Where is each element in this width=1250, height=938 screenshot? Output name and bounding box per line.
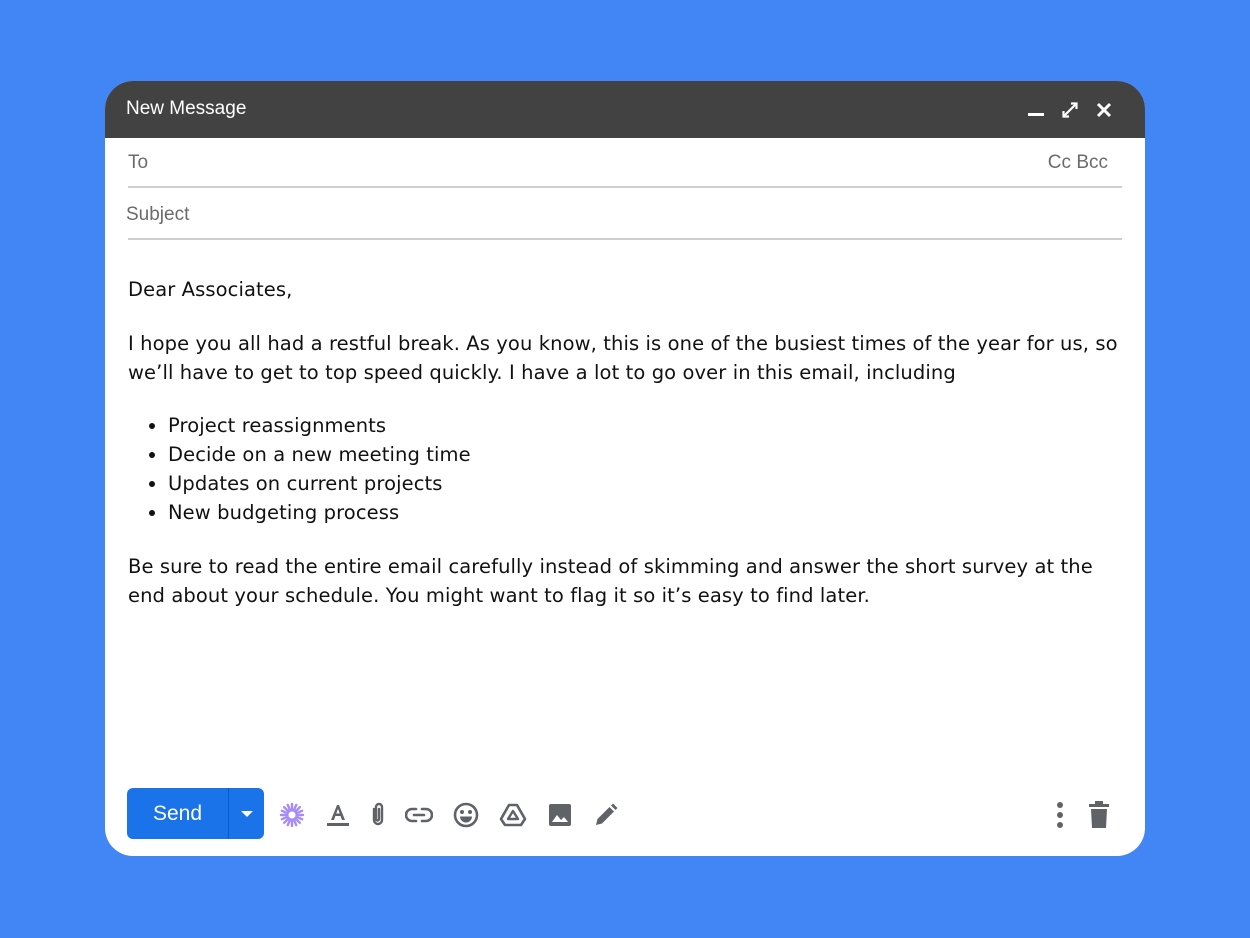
cc-link[interactable]: Cc	[1047, 152, 1072, 173]
link-icon	[405, 802, 433, 828]
insert-photo-button[interactable]	[545, 800, 575, 830]
list-item: • Decide on a new meeting time	[168, 440, 1123, 469]
send-button[interactable]: Send	[127, 788, 228, 839]
sparkle-icon	[279, 802, 305, 828]
insert-signature-button[interactable]	[591, 800, 621, 830]
insert-emoji-button[interactable]	[451, 800, 481, 830]
compose-window	[105, 81, 1145, 856]
message-body[interactable]	[128, 275, 1123, 610]
to-input[interactable]	[168, 146, 1032, 178]
attach-files-button[interactable]	[363, 800, 393, 830]
compose-toolbar	[105, 788, 1145, 840]
bullet-list	[128, 411, 1123, 527]
formatting-options-button[interactable]	[323, 800, 353, 830]
list-item: • Project reassignments	[168, 411, 1123, 440]
close-button[interactable]	[1093, 97, 1115, 123]
trash-icon	[1088, 801, 1110, 829]
window-title: New Message	[126, 98, 247, 119]
compose-titlebar[interactable]	[105, 81, 1145, 138]
greeting-text: Dear Associates,	[128, 278, 293, 301]
body-paragraph-1: I hope you all had a restful break. As you know, this is one of the busiest times of the year for us, so we’ll have to get to top speed quickly. I have a lot to go over in this email, including	[128, 332, 1118, 384]
discard-draft-button[interactable]	[1084, 800, 1114, 830]
drive-icon	[499, 801, 527, 829]
more-options-button[interactable]	[1045, 800, 1075, 830]
to-label: To	[128, 152, 149, 173]
minimize-button[interactable]	[1025, 97, 1047, 123]
to-field	[128, 138, 1122, 188]
emoji-icon	[452, 801, 480, 829]
chevron-down-icon	[239, 809, 255, 819]
send-button-group	[127, 788, 264, 839]
minimize-icon	[1027, 101, 1045, 119]
subject-input[interactable]	[208, 198, 1072, 230]
subject-field	[128, 188, 1122, 240]
window-controls	[1025, 97, 1115, 123]
subject-label: Subject	[126, 204, 190, 225]
body-paragraph-2: Be sure to read the entire email carefully instead of skimming and answer the short survey at the end about your schedule. You might want to flag it so it’s easy to find later.	[128, 555, 1093, 607]
list-item: • New budgeting process	[168, 498, 1123, 527]
signature-icon	[593, 802, 619, 828]
expand-icon	[1061, 101, 1079, 119]
ai-assist-button[interactable]	[277, 800, 307, 830]
bcc-link[interactable]: Bcc	[1076, 152, 1108, 173]
text-format-icon	[325, 802, 351, 828]
insert-drive-file-button[interactable]	[498, 800, 528, 830]
close-icon	[1096, 102, 1112, 118]
more-options-icon	[1055, 801, 1065, 829]
list-item: • Updates on current projects	[168, 469, 1123, 498]
photo-icon	[547, 802, 573, 828]
cc-bcc-links	[1048, 152, 1108, 174]
insert-link-button[interactable]	[404, 800, 434, 830]
expand-button[interactable]	[1059, 97, 1081, 123]
attach-icon	[365, 801, 391, 829]
send-options-button[interactable]	[228, 788, 264, 839]
